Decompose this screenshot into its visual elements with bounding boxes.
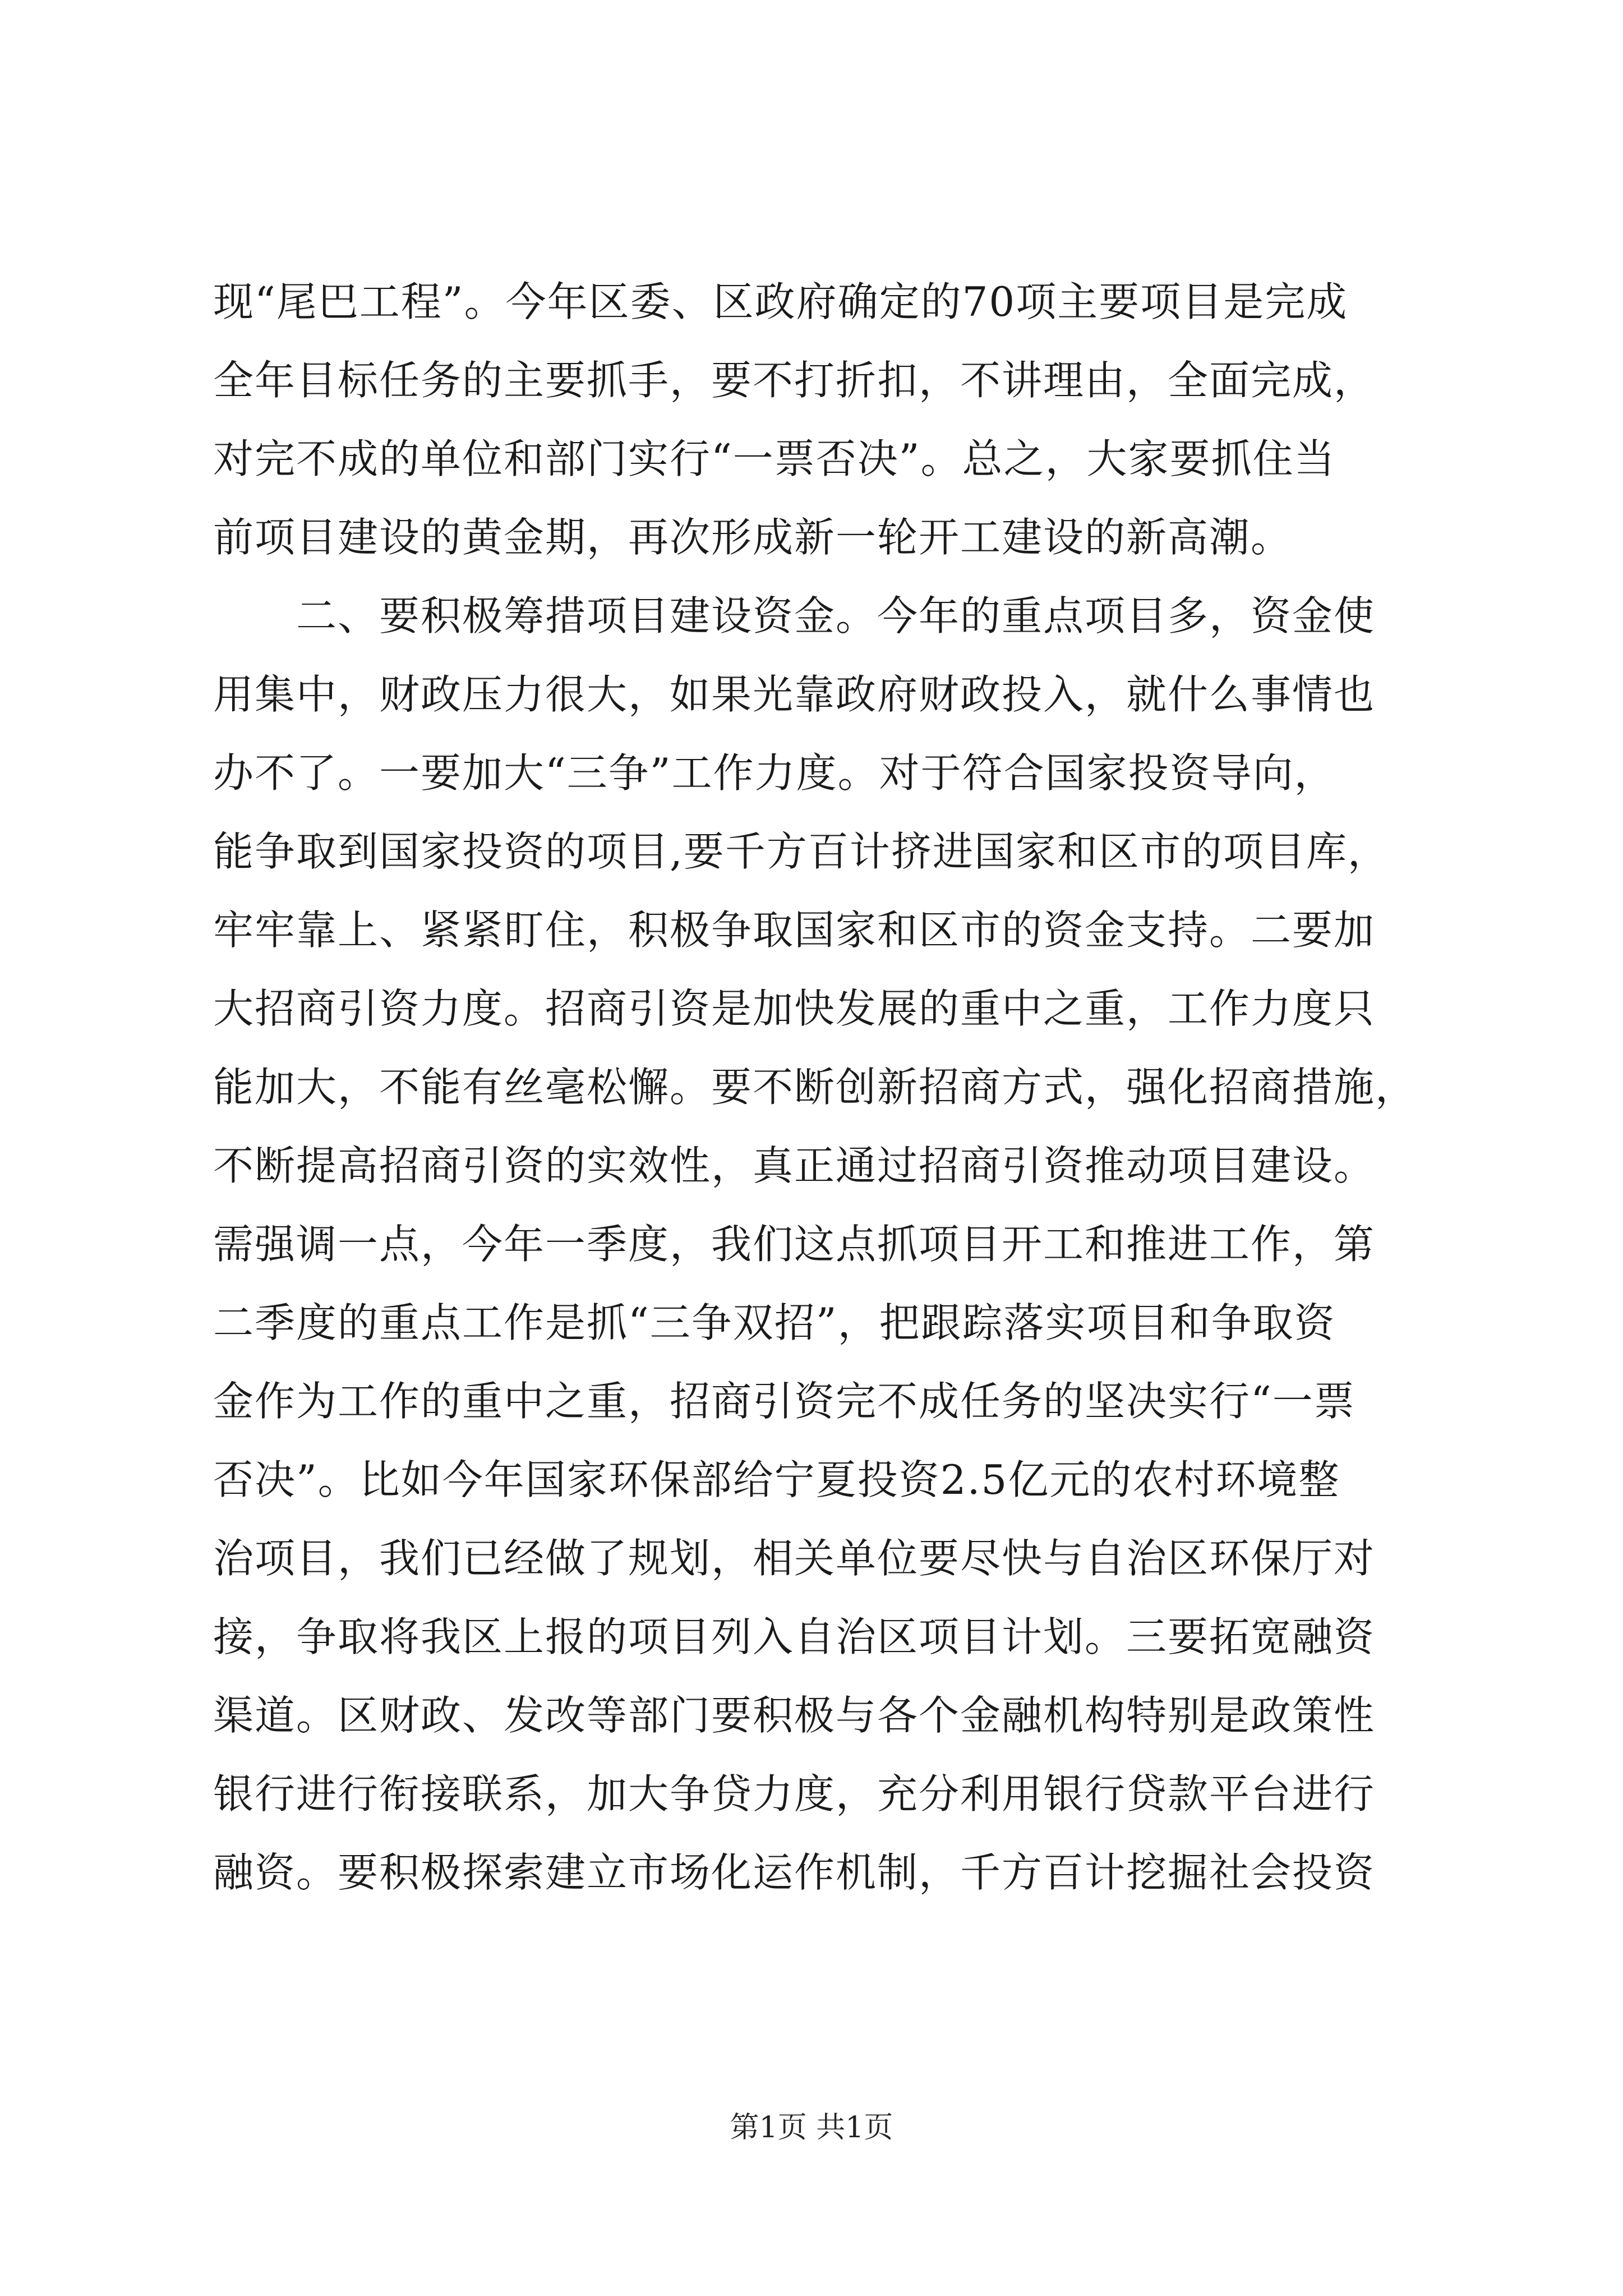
text-line: 需强调一点，今年一季度，我们这点抓项目开工和推进工作，第 [213, 1221, 1376, 1268]
text-line: 前项目建设的黄金期，再次形成新一轮开工建设的新高潮。 [213, 514, 1293, 561]
text-line: 否决”。比如今年国家环保部给宁夏投资2.5亿元的农村环境整 [213, 1456, 1340, 1503]
document-body [213, 263, 1419, 1912]
text-line: 对完不成的单位和部门实行“一票否决”。总之，大家要抓住当 [213, 435, 1336, 482]
text-line: 金作为工作的重中之重，招商引资完不成任务的坚决实行“一票 [213, 1378, 1355, 1425]
text-line: 能加大，不能有丝毫松懈。要不断创新招商方式，强化招商措施， [213, 1064, 1417, 1111]
page-number-label: 第1页 共1页 [730, 2111, 893, 2145]
text-line: 治项目，我们已经做了规划，相关单位要尽快与自治区环保厅对 [213, 1535, 1376, 1582]
text-line: 融资。要积极探索建立市场化运作机制，千方百计挖掘社会投资 [213, 1849, 1376, 1896]
text-line: 二、要积极筹措项目建设资金。今年的重点项目多，资金使 [213, 592, 1376, 639]
text-line: 不断提高招商引资的实效性，真正通过招商引资推动项目建设。 [213, 1142, 1376, 1189]
text-line: 全年目标任务的主要抓手，要不打折扣，不讲理由，全面完成， [213, 357, 1376, 404]
text-line: 用集中，财政压力很大，如果光靠政府财政投入，就什么事情也 [213, 671, 1376, 718]
page-footer [0, 2104, 1623, 2146]
text-line: 牢牢靠上、紧紧盯住，积极争取国家和区市的资金支持。二要加 [213, 907, 1376, 954]
text-line: 二季度的重点工作是抓“三争双招”，把跟踪落实项目和争取资 [213, 1299, 1336, 1346]
text-line: 大招商引资力度。招商引资是加快发展的重中之重，工作力度只 [213, 985, 1376, 1032]
text-line: 接，争取将我区上报的项目列入自治区项目计划。三要拓宽融资 [213, 1613, 1376, 1660]
text-line: 能争取到国家投资的项目,要千方百计挤进国家和区市的项目库， [213, 828, 1389, 875]
text-line: 现“尾巴工程”。今年区委、区政府确定的70项主要项目是完成 [213, 278, 1348, 325]
text-line: 银行进行衔接联系，加大争贷力度，充分利用银行贷款平台进行 [213, 1770, 1376, 1818]
text-line: 办不了。一要加大“三争”工作力度。对于符合国家投资导向， [213, 749, 1336, 797]
text-line: 渠道。区财政、发改等部门要积极与各个金融机构特别是政策性 [213, 1692, 1376, 1739]
